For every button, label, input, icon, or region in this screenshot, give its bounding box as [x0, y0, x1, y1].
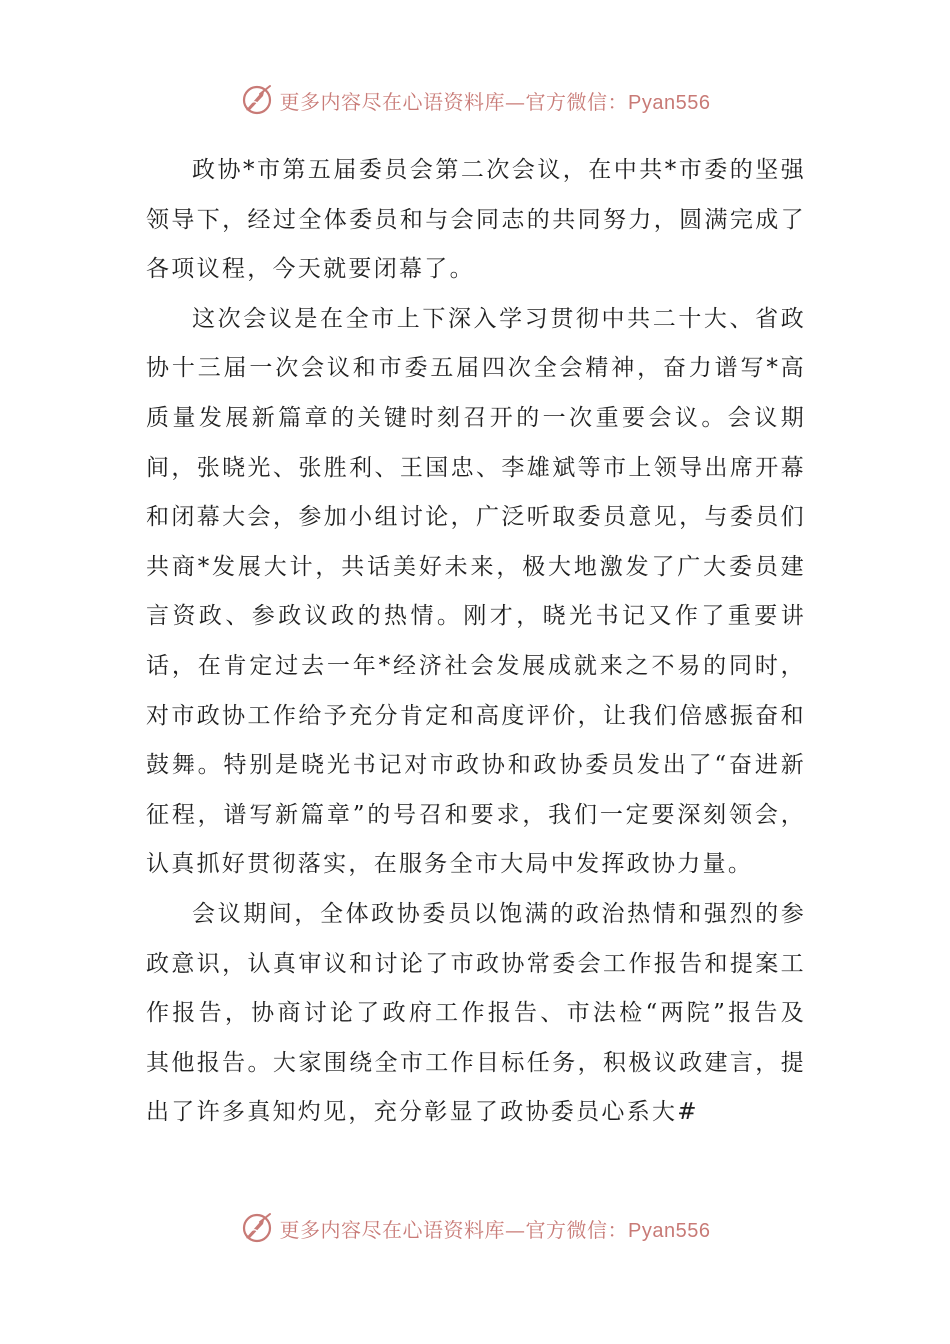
watermark-prefix: 更多内容尽在心语资料库—官方微信： [279, 1217, 629, 1242]
watermark-wechat-id: Pyan556 [628, 91, 711, 114]
watermark-prefix: 更多内容尽在心语资料库—官方微信： [279, 89, 629, 114]
pen-brush-logo-icon [240, 83, 274, 117]
paragraph-3: 会议期间，全体政协委员以饱满的政治热情和强烈的参政意识，认真审议和讨论了市政协常委会工作报告和提案工作报告，协商讨论了政府工作报告、市法检“两院”报告及其他报告。大家围绕全市工作目标任务，积极议政建言，提出了许多真知灼见，充分彰显了政协委员心系大# [146, 900, 806, 1126]
paragraph-2: 这次会议是在全市上下深入学习贯彻中共二十大、省政协十三届一次会议和市委五届四次全会精神，奋力谱写*高质量发展新篇章的关键时刻召开的一次重要会议。会议期间，张晓光、张胜利、王国忠、李雄斌等市上领导出席开幕和闭幕大会，参加小组讨论，广泛听取委员意见，与委员们共商*发展大计，共话美好未来，极大地激发了广大委员建言资政、参政议政的热情。刚才，晓光书记又作了重要讲话，在肯定过去一年*经济社会发展成就来之不易的同时，对市政协工作给予充分肯定和高度评价，让我们倍感振奋和鼓舞。特别是晓光书记对市政协和政协委员发出了“奋进新征程，谱写新篇章”的号召和要求，我们一定要深刻领会，认真抓好贯彻落实，在服务全市大局中发挥政协力量。 [146, 305, 806, 878]
header-watermark-banner [0, 80, 950, 120]
watermark-text [280, 86, 711, 115]
document-body [146, 146, 806, 1138]
watermark-wechat-id: Pyan556 [628, 1219, 711, 1242]
watermark-text [280, 1214, 711, 1243]
paragraph-1: 政协*市第五届委员会第二次会议，在中共*市委的坚强领导下，经过全体委员和与会同志的共同努力，圆满完成了各项议程，今天就要闭幕了。 [146, 157, 806, 283]
pen-brush-logo-icon [240, 1211, 274, 1245]
footer-watermark-banner [0, 1208, 950, 1248]
